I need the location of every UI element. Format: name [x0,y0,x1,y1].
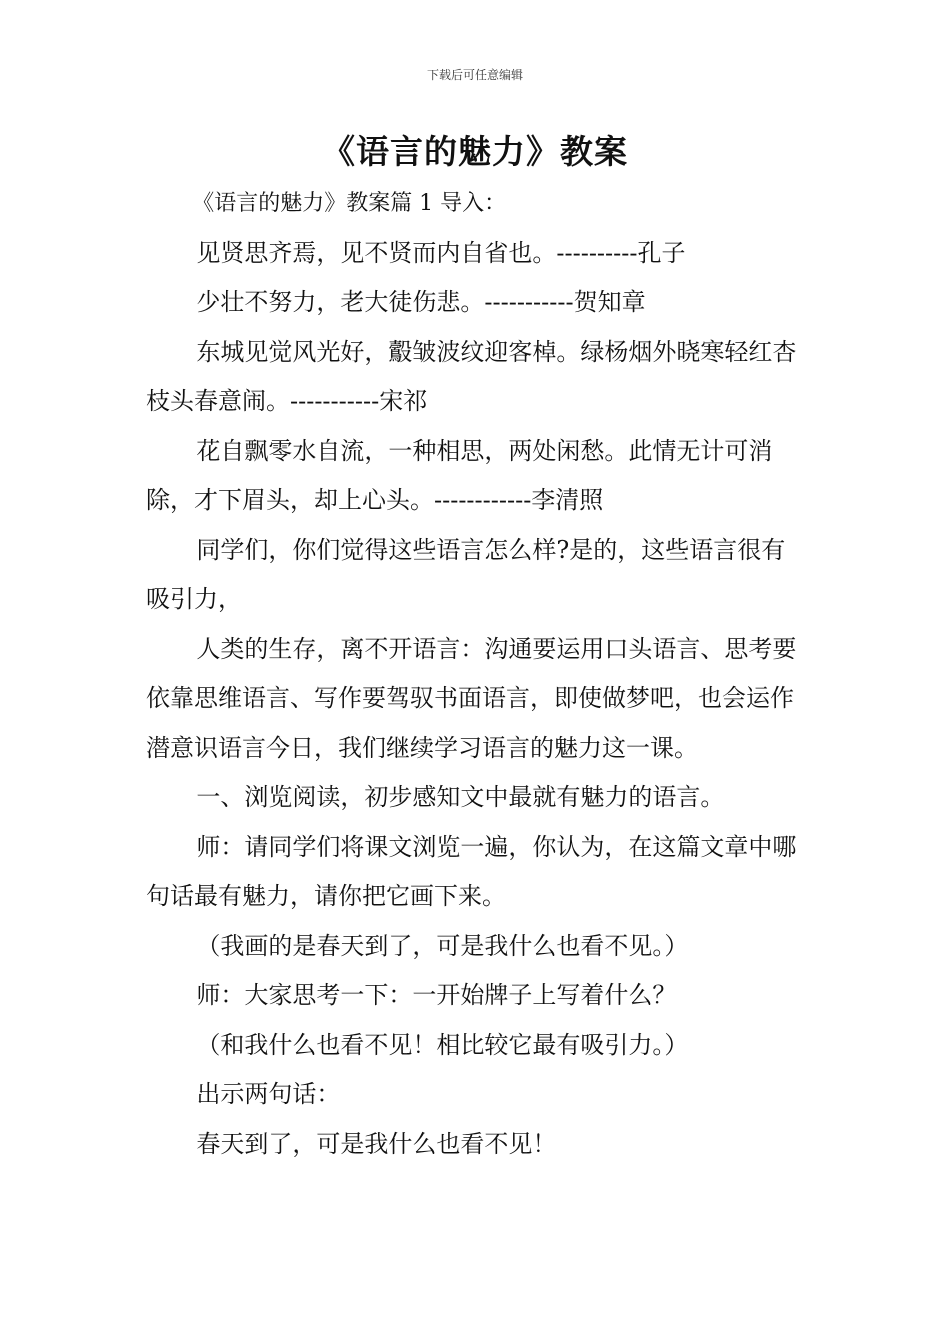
paragraph-section-one: 一、浏览阅读，初步感知文中最就有魅力的语言。 [196,783,725,811]
paragraph-student-answer-1: （我画的是春天到了，可是我什么也看不见。） [196,931,689,960]
document-body [146,179,808,1169]
paragraph-quote-he-zhizhang: 少壮不努力，老大徒伤悲。-----------贺知章 [196,288,646,316]
paragraph-quote-song-qi: 东城见觉风光好，鷇皱波纹迎客棹。绿杨烟外晓寒轻红杏枝头春意闹。-----------宋祁 [146,337,797,415]
paragraph-student-answer-2: （和我什么也看不见！相比较它最有吸引力。） [196,1030,689,1059]
paragraph-quote-li-qingzhao: 花自飘零水自流，一种相思，两处闲愁。此情无计可消除，才下眉头，却上心头。------------李清照 [146,436,773,514]
paragraph-teacher-question: 师：大家思考一下：一开始牌子上写着什么？ [196,981,677,1009]
paragraph-intro: 《语言的魅力》教案篇 1 导入： [192,191,507,216]
paragraph-question: 同学们，你们觉得这些语言怎么样?是的，这些语言很有吸引力， [146,535,786,613]
page-header-note: 下载后可任意编辑 [426,68,523,82]
paragraph-quote-confucius: 见贤思齐焉，见不贤而内自省也。----------孔子 [196,238,686,267]
document-title: 《语言的魅力》教案 [322,132,628,171]
paragraph-teacher-instruction: 师：请同学们将课文浏览一遍，你认为，在这篇文章中哪句话最有魅力，请你把它画下来。 [146,832,797,910]
paragraph-sentence-spring: 春天到了，可是我什么也看不见！ [196,1129,557,1158]
paragraph-show-sentences: 出示两句话： [196,1080,341,1108]
paragraph-human-language: 人类的生存，离不开语言：沟通要运用口头语言、思考要依靠思维语言、写作要驾驭书面语言，即使做梦吧，也会运作潜意识语言今日，我们继续学习语言的魅力这一课。 [146,634,797,762]
